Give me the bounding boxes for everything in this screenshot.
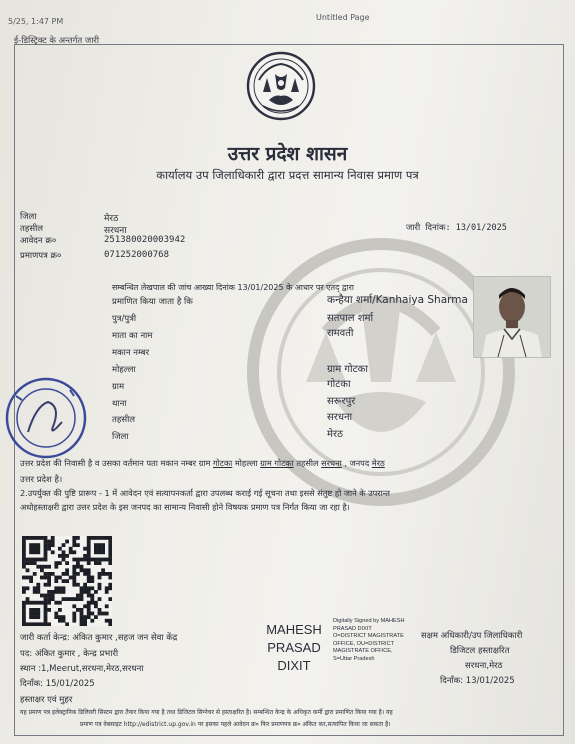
detail-value-village: गोटका <box>327 379 351 390</box>
detail-label-police-station: थाना <box>112 399 127 409</box>
detail-value-parent: सतपाल शर्मा <box>327 313 374 324</box>
signature-and-seal-label: हस्ताक्षर एवं मुहर <box>20 695 73 705</box>
tehsil-seal-stamp <box>2 366 90 466</box>
signer-name-line-2: PRASAD <box>267 640 321 655</box>
digital-sig-line-3: O=DISTRICT MAGISTRATE <box>333 633 404 640</box>
document-subtitle: कार्यालय उप जिलाधिकारी द्वारा प्रदत्त सामान्य निवास प्रमाण पत्र <box>156 168 419 182</box>
print-timestamp: 5/25, 1:47 PM <box>8 17 64 26</box>
intro-line-2: प्रमाणित किया जाता है कि <box>112 297 193 307</box>
authority-date: दिनाँक: 13/01/2025 <box>440 676 515 686</box>
detail-value-locality: ग्राम गोटका <box>327 364 368 375</box>
detail-label-village: ग्राम <box>112 382 125 392</box>
issuer-designation: पद: अंकित कुमार , केन्द्र प्रभारी <box>20 649 119 659</box>
para1-text-g: , जनपद <box>344 458 370 468</box>
meta-label-tehsil: तहसील <box>20 224 44 234</box>
detail-label-district: जिला <box>112 432 129 442</box>
detail-value-district: मेरठ <box>327 429 343 440</box>
detail-label-house-no: मकान नम्बर <box>112 348 150 358</box>
residence-paragraph-line-1 <box>20 458 385 469</box>
authority-title: सक्षम अधिकारी/उप जिलाधिकारी <box>421 631 523 641</box>
detail-value-tehsil: सरधना <box>327 412 353 423</box>
para1-village: गोटका <box>212 458 233 468</box>
meta-label-application-no: आवेदन क्र० <box>20 236 57 246</box>
para1-text-e: तहसील <box>296 458 319 468</box>
issue-date: जारी दिनांक: 13/01/2025 <box>406 223 507 233</box>
detail-label-tehsil: तहसील <box>112 415 136 425</box>
para1-tehsil: सरधना <box>321 458 342 468</box>
digital-signature-details <box>333 618 405 664</box>
detail-label-locality: मोहल्ला <box>112 365 136 375</box>
para1-text-a: उत्तर प्रदेश की निवासी है व उसका वर्तमान पता मकान नम्बर ग्राम <box>20 458 211 468</box>
digital-sig-line-6: S=Uttar Pradesh <box>333 655 375 662</box>
meta-value-application-no: 251380020003942 <box>104 235 186 245</box>
meta-value-certificate-no: 071252000768 <box>104 250 170 260</box>
footer-note-line-1: यह प्रमाण पत्र इलेक्ट्रानिक डिलिवरी सिस्टम द्वारा तैयार किया गया है तथा डिजिटल सिग्नेचर से हस्ताक्षरित है। सम्बन्धित केन्द्र के अधिकृत कर्मी द्वारा प्रमाणित किया गया है। यह <box>20 709 393 716</box>
digital-sig-line-4: OFFICE, OU=DISTRICT <box>333 640 395 647</box>
para1-locality: ग्राम गोटका <box>260 458 294 468</box>
digital-sig-line-5: MAGISTRATE OFFICE, <box>333 648 393 655</box>
meta-label-district: जिला <box>20 212 37 222</box>
authority-digital: डिजिटल हस्ताक्षरित <box>450 646 510 656</box>
header-note: ई-डिस्ट्रिक्ट के अन्तर्गत जारी <box>14 36 100 46</box>
verification-paragraph-line-1: 2.उपर्युक्त की पुष्टि प्रारूप - 1 में आवेदन एवं सत्यापनकर्ता द्वारा उपलब्ध कराई गई सूचना तथा इससे संतुष्ट हो जाने के उपरान्त <box>20 488 390 498</box>
meta-label-certificate-no: प्रमाणपत्र क्र० <box>20 251 62 261</box>
footer-note-line-2: प्रमाण पत्र वेबसाइट http://edistrict.up.gov.in पर इसका पहले आवेदन क्र० फिर प्रमाणपत्र क्र० अंकित कर,सत्यापित किया जा सकता है। <box>80 721 391 728</box>
intro-line-1: सम्बन्धित लेखपाल की जांच आख्या दिनांक 13/01/2025 के आधार पर एतद् द्वारा <box>112 283 354 292</box>
applicant-name: कन्हैया शर्मा/Kanhaiya Sharma <box>327 294 468 306</box>
detail-value-mother: रामवती <box>327 328 354 339</box>
issuer-center: जारी कर्ता केन्द्र: अंकित कुमार ,सहज जन सेवा केंद्र <box>20 633 178 643</box>
detail-label-mother: माता का नाम <box>112 331 153 341</box>
meta-value-district: मेरठ <box>104 214 119 224</box>
up-government-emblem <box>243 50 319 122</box>
applicant-photo <box>473 276 551 358</box>
para1-district: मेरठ <box>371 458 385 468</box>
para1-text-c: मोहल्ला <box>234 458 258 468</box>
authority-place: सरधना,मेरठ <box>465 661 503 671</box>
digital-sig-line-1: Digitally Signed by MAHESH <box>333 618 405 624</box>
qr-code <box>22 536 112 626</box>
signer-name <box>256 621 332 675</box>
signer-name-line-1: MAHESH <box>266 622 322 637</box>
detail-value-police-station: सरूरपुर <box>327 396 356 407</box>
signer-name-line-3: DIXIT <box>277 658 311 673</box>
issuer-date: दिनाँक: 15/01/2025 <box>20 679 95 689</box>
meta-value-tehsil: सरधना <box>104 226 127 236</box>
print-page-title: Untitled Page <box>316 13 370 22</box>
document-title: उत्तर प्रदेश शासन <box>227 143 348 165</box>
detail-label-parent: पुत्र/पुत्री <box>112 314 137 324</box>
watermark-emblem <box>236 232 526 512</box>
residence-paragraph-line-2: उत्तर प्रदेश है। <box>20 475 63 485</box>
digital-sig-line-2: PRASAD DIXIT <box>333 625 372 632</box>
issuer-location: स्थान :1,Meerut,सरधना,मेरठ,सरधना <box>20 664 144 674</box>
verification-paragraph-line-2: अधोहस्ताक्षरी द्वारा उत्तर प्रदेश के इस जनपद का सामान्य निवासी होने विषयक प्रमाण पत्र निर्गत किया जा रहा है। <box>20 502 350 512</box>
